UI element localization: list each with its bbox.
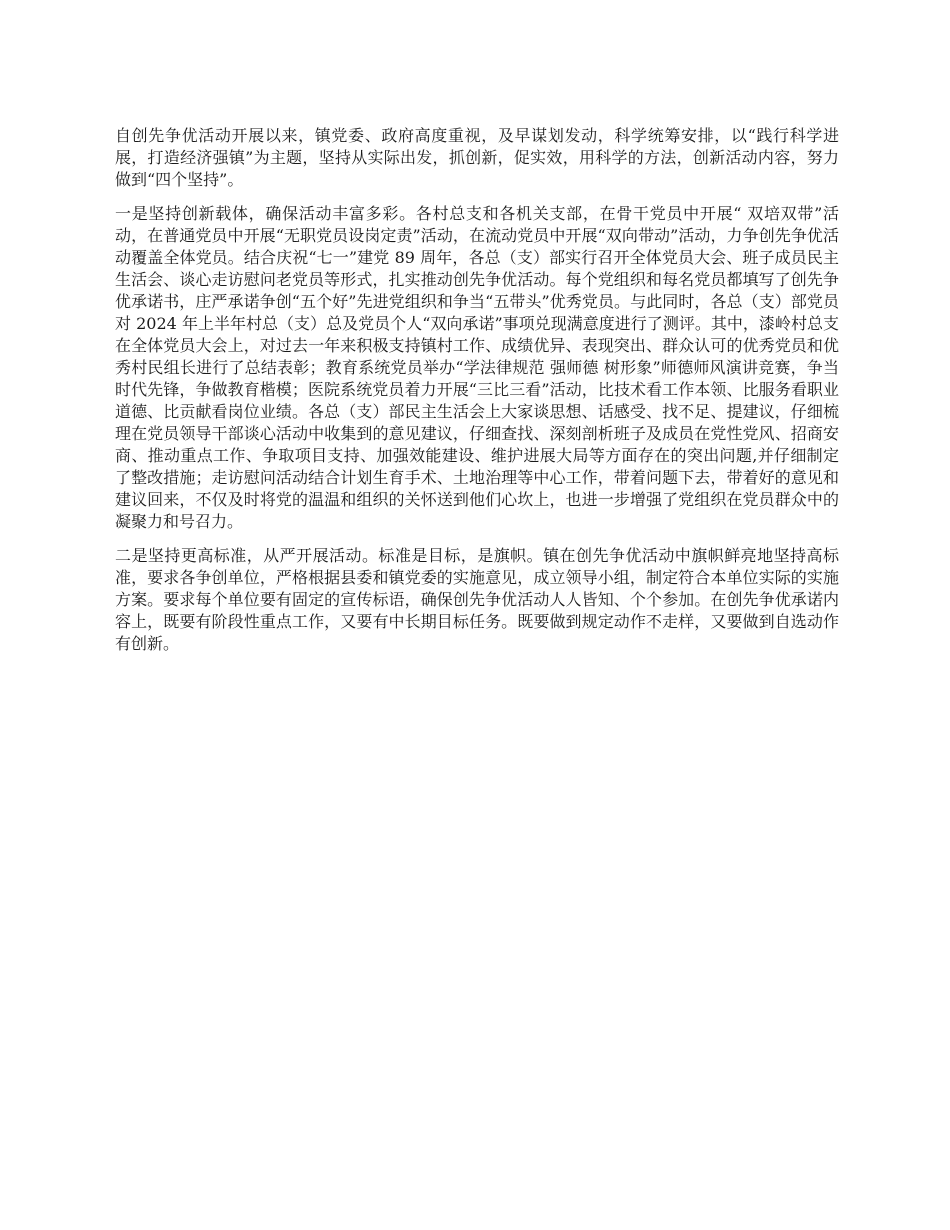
document-body bbox=[115, 125, 839, 667]
paragraph-innovation: 一是坚持创新载体，确保活动丰富多彩。各村总支和各机关支部，在骨干党员中开展“ 双培双带”活动，在普通党员中开展“无职党员设岗定责”活动，在流动党员中开展“双向带动”活动，力争创先争优活动覆盖全体党员。结合庆祝“七一”建党 89 周年，各总（支）部实行召开全体党员大会、班子成员民主生活会、谈心走访慰问老党员等形式，扎实推动创先争优活动。每个党组织和每名党员都填写了创先争优承诺书，庄严承诺争创“五个好”先进党组织和争当“五带头”优秀党员。与此同时，各总（支）部党员对 2024 年上半年村总（支）总及党员个人“双向承诺”事项兑现满意度进行了测评。其中，漆岭村总支在全体党员大会上，对过去一年来积极支持镇村工作、成绩优异、表现突出、群众认可的优秀党员和优秀村民组长进行了总结表彰；教育系统党员举办“学法律规范 强师德 树形象”师德师风演讲竞赛，争当时代先锋，争做教育楷模；医院系统党员着力开展“三比三看”活动，比技术看工作本领、比服务看职业道德、比贡献看岗位业绩。各总（支）部民主生活会上大家谈思想、话感受、找不足、提建议，仔细梳理在党员领导干部谈心活动中收集到的意见建议，仔细查找、深刻剖析班子及成员在党性党风、招商安商、推动重点工作、争取项目支持、加强效能建设、维护进展大局等方面存在的突出问题,并仔细制定了整改措施；走访慰问活动结合计划生育手术、土地治理等中心工作，带着问题下去，带着好的意见和建议回来，不仅及时将党的温温和组织的关怀送到他们心坎上，也进一步增强了党组织在党员群众中的凝聚力和号召力。 bbox=[115, 204, 839, 531]
paragraph-intro: 自创先争优活动开展以来，镇党委、政府高度重视，及早谋划发动，科学统筹安排，以“践行科学进展，打造经济强镇”为主题，坚持从实际出发，抓创新，促实效，用科学的方法，创新活动内容，努力做到“四个坚持”。 bbox=[115, 126, 839, 189]
paragraph-standards: 二是坚持更高标准，从严开展活动。标准是目标，是旗帜。镇在创先争优活动中旗帜鲜亮地坚持高标准，要求各争创单位，严格根据县委和镇党委的实施意见，成立领导小组，制定符合本单位实际的实施方案。要求每个单位要有固定的宣传标语，确保创先争优活动人人皆知、个个参加。在创先争优承诺内容上，既要有阶段性重点工作，又要有中长期目标任务。既要做到规定动作不走样，又要做到自选动作有创新。 bbox=[115, 546, 839, 653]
